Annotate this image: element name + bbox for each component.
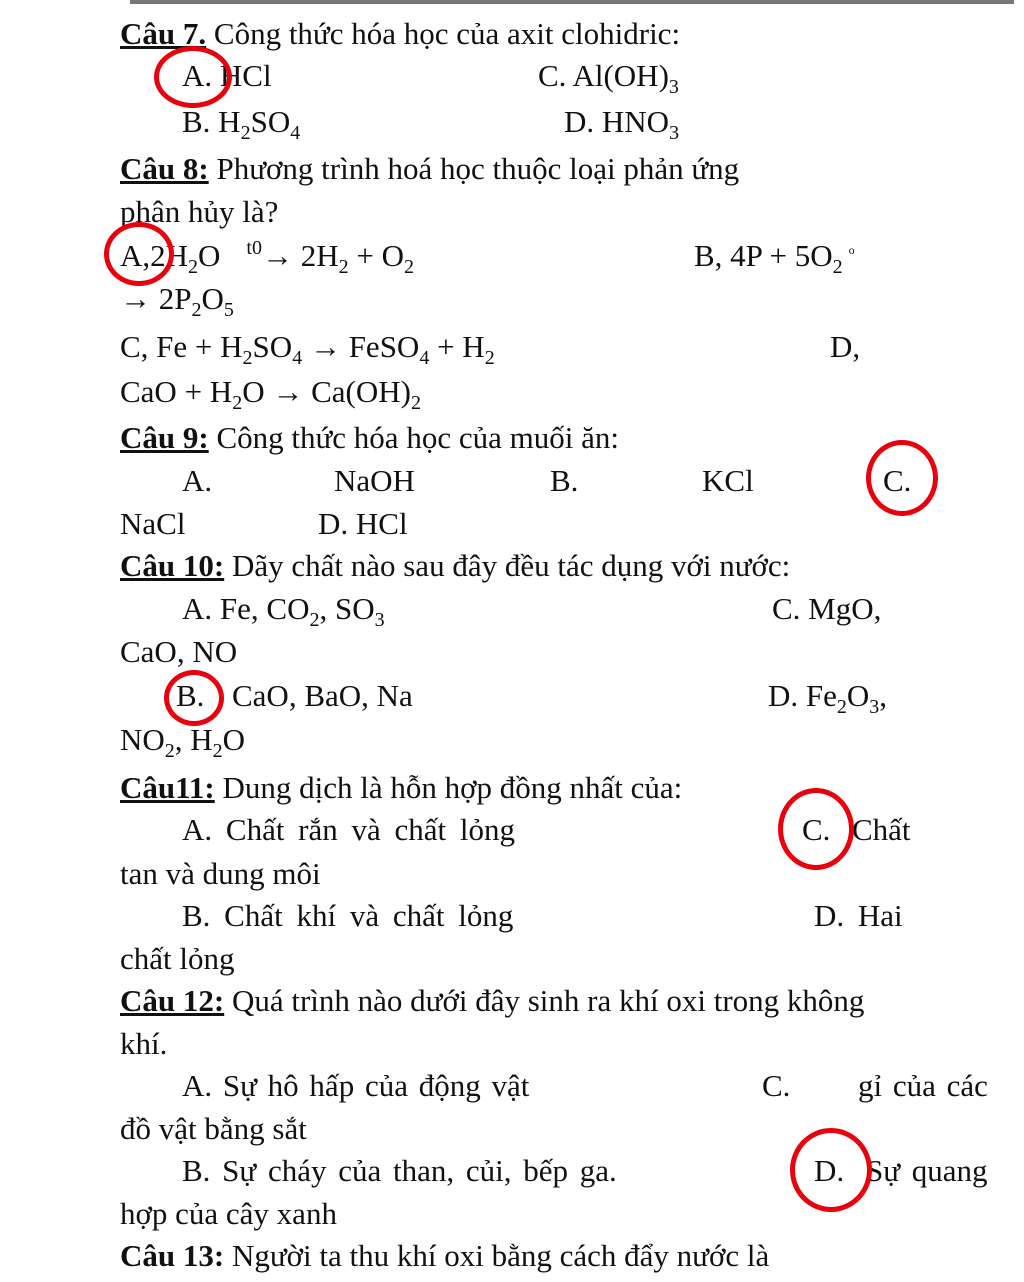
q10-option-d-cont [120,722,246,763]
q11-option-c-cont: tan và dung môi [120,856,321,891]
q7-option-b-sub2: 4 [290,122,301,145]
q8-option-a-label: A, [120,238,151,273]
q8-option-c [120,329,495,370]
q12-option-d-text: Sự quang [866,1153,988,1188]
q10-option-b-label: B. [176,678,205,713]
question-7-label: Câu 7. [120,16,207,51]
answer-circle-q7-a [154,46,232,108]
q10-d2-p3: O [222,722,246,757]
answer-circle-q11-c [778,788,854,870]
question-9-text: Công thức hóa học của muối ăn: [216,420,619,455]
q8-c-p4: + H [429,329,485,364]
question-10-label: Câu 10: [120,548,225,583]
q9-option-b-label: B. [550,463,579,498]
q7-option-c [538,58,679,99]
q7-option-d-sub: 3 [669,122,680,145]
q8-b-s1: 2 [832,256,843,279]
q7-option-a-label: A. [182,58,213,93]
q8-b2-p2: O [201,281,224,316]
q9-option-c-text: NaCl [120,506,186,541]
q10-d2-s1: 2 [164,740,175,763]
q9-option-b-text: KCl [702,463,754,498]
question-12 [120,983,864,1019]
q11-option-a: A. Chất rắn và chất lỏng [182,812,516,847]
q8-option-b-cont [120,281,234,322]
q12-option-a: A. Sự hô hấp của động vật [182,1068,530,1103]
q8-c-p1: C, Fe + H [120,329,243,364]
q8-d-s1: 2 [232,392,243,415]
question-8-label: Câu 8: [120,151,209,186]
q8-a-p2: O [198,238,221,273]
q9-option-a-text: NaOH [334,463,415,498]
question-9-label: Câu 9: [120,420,209,455]
q8-a-s3: 2 [404,256,414,279]
q7-option-b-sub1: 2 [240,122,251,145]
q11-option-c-text: Chất [852,812,911,847]
q9-option-c-label: C. [883,463,912,498]
page-top-border [130,0,1014,4]
q8-d-s2: 2 [410,392,421,415]
q7-option-b-mid: SO [250,104,291,139]
q8-a-s1: 2 [188,256,199,279]
q8-c-s3: 4 [419,347,430,370]
q8-b2-s1: 2 [191,299,202,322]
q10-option-d [768,678,888,719]
q8-option-d [120,374,421,415]
q8-a-p4: + O [348,238,404,273]
q8-c-s2: 4 [292,347,303,370]
question-10-text: Dãy chất nào sau đây đều tác dụng với nước: [231,548,791,583]
q8-d-p1: CaO + H [120,374,233,409]
q9-option-d: D. HCl [318,506,408,541]
q10-a-s2: 3 [374,609,385,632]
question-12-text: Quá trình nào dưới đây sinh ra khí oxi trong không [231,983,865,1018]
q7-option-d-text: D. HNO [564,104,670,139]
q11-option-b: B. Chất khí và chất lỏng [182,898,514,933]
q10-d2-s2: 2 [212,740,223,763]
q10-option-b-text: CaO, BaO, Na [232,678,413,713]
q10-d-p1: D. Fe [768,678,837,713]
q12-option-c-cont: đồ vật bằng sắt [120,1111,307,1146]
q8-a-p3: → 2H [261,238,339,273]
q10-a-p2: , SO [319,591,375,626]
q8-a-s2: 2 [338,256,349,279]
q10-option-c-cont: CaO, NO [120,634,238,669]
q7-option-b-text: B. H [182,104,241,139]
q8-option-b [694,238,855,279]
q8-d-p2: O → Ca(OH) [242,374,411,409]
q12-option-d-label: D. [814,1153,845,1188]
q9-option-a-label: A. [182,463,213,498]
answer-circle-q10-b [164,670,224,726]
question-8 [120,151,739,187]
q12-option-c-text: gỉ của các [858,1068,988,1103]
q10-a-s1: 2 [309,609,320,632]
q10-d2-p2: , H [174,722,213,757]
q8-b-p1: B, 4P + 5O [694,238,833,273]
q8-option-d-label: D, [830,329,861,364]
q10-d-p2: O [846,678,870,713]
q10-d-s2: 3 [869,696,880,719]
question-8-text: Phương trình hoá học thuộc loại phản ứng [216,151,740,186]
q7-option-a-text: HCl [219,58,272,93]
q11-option-d-cont: chất lỏng [120,941,235,976]
question-12-label: Câu 12: [120,983,225,1018]
q8-a-p1: 2H [150,238,189,273]
q7-option-c-sub: 3 [668,76,679,99]
q7-option-d [564,104,680,145]
answer-circle-q12-d [790,1128,872,1212]
q7-option-c-text: C. Al(OH) [538,58,669,93]
q8-a-sup: t0 [246,237,262,259]
q8-b2-p1: → 2P [120,281,192,316]
question-13-label: Câu 13: [120,1238,225,1273]
q12-option-c-label: C. [762,1068,791,1103]
question-10 [120,548,790,584]
q8-c-s4: 2 [484,347,495,370]
q12-option-b: B. Sự cháy của than, củi, bếp ga. [182,1153,617,1188]
question-9 [120,420,619,456]
q8-c-p2: SO [252,329,293,364]
question-11 [120,770,682,806]
q8-b2-s2: 5 [223,299,234,322]
q10-option-a [182,591,385,632]
q10-a-p1: A. Fe, CO [182,591,310,626]
q8-c-p3: → FeSO [302,329,420,364]
answer-circle-q8-a [104,222,174,286]
question-13 [120,1238,769,1274]
q11-option-d: D. Hai [814,898,903,933]
question-8-text-cont: phân hủy là? [120,194,279,229]
q8-c-s1: 2 [242,347,253,370]
q11-option-c-label: C. [802,812,831,847]
q8-b-sup: o [848,243,855,257]
question-12-text-cont: khí. [120,1026,168,1061]
question-11-text: Dung dịch là hỗn hợp đồng nhất của: [222,770,683,805]
q10-d-p3: , [879,678,888,713]
question-7-text: Công thức hóa học của axit clohidric: [213,16,681,51]
question-13-text: Người ta thu khí oxi bằng cách đẩy nước là [231,1238,770,1273]
q12-option-d-cont: hợp của cây xanh [120,1196,337,1231]
answer-circle-q9-c [866,440,938,516]
q10-d-s1: 2 [836,696,847,719]
question-11-label: Câu11: [120,770,215,805]
q10-d2-p1: NO [120,722,165,757]
q10-option-c: C. MgO, [772,591,882,626]
q7-option-b [182,104,301,145]
